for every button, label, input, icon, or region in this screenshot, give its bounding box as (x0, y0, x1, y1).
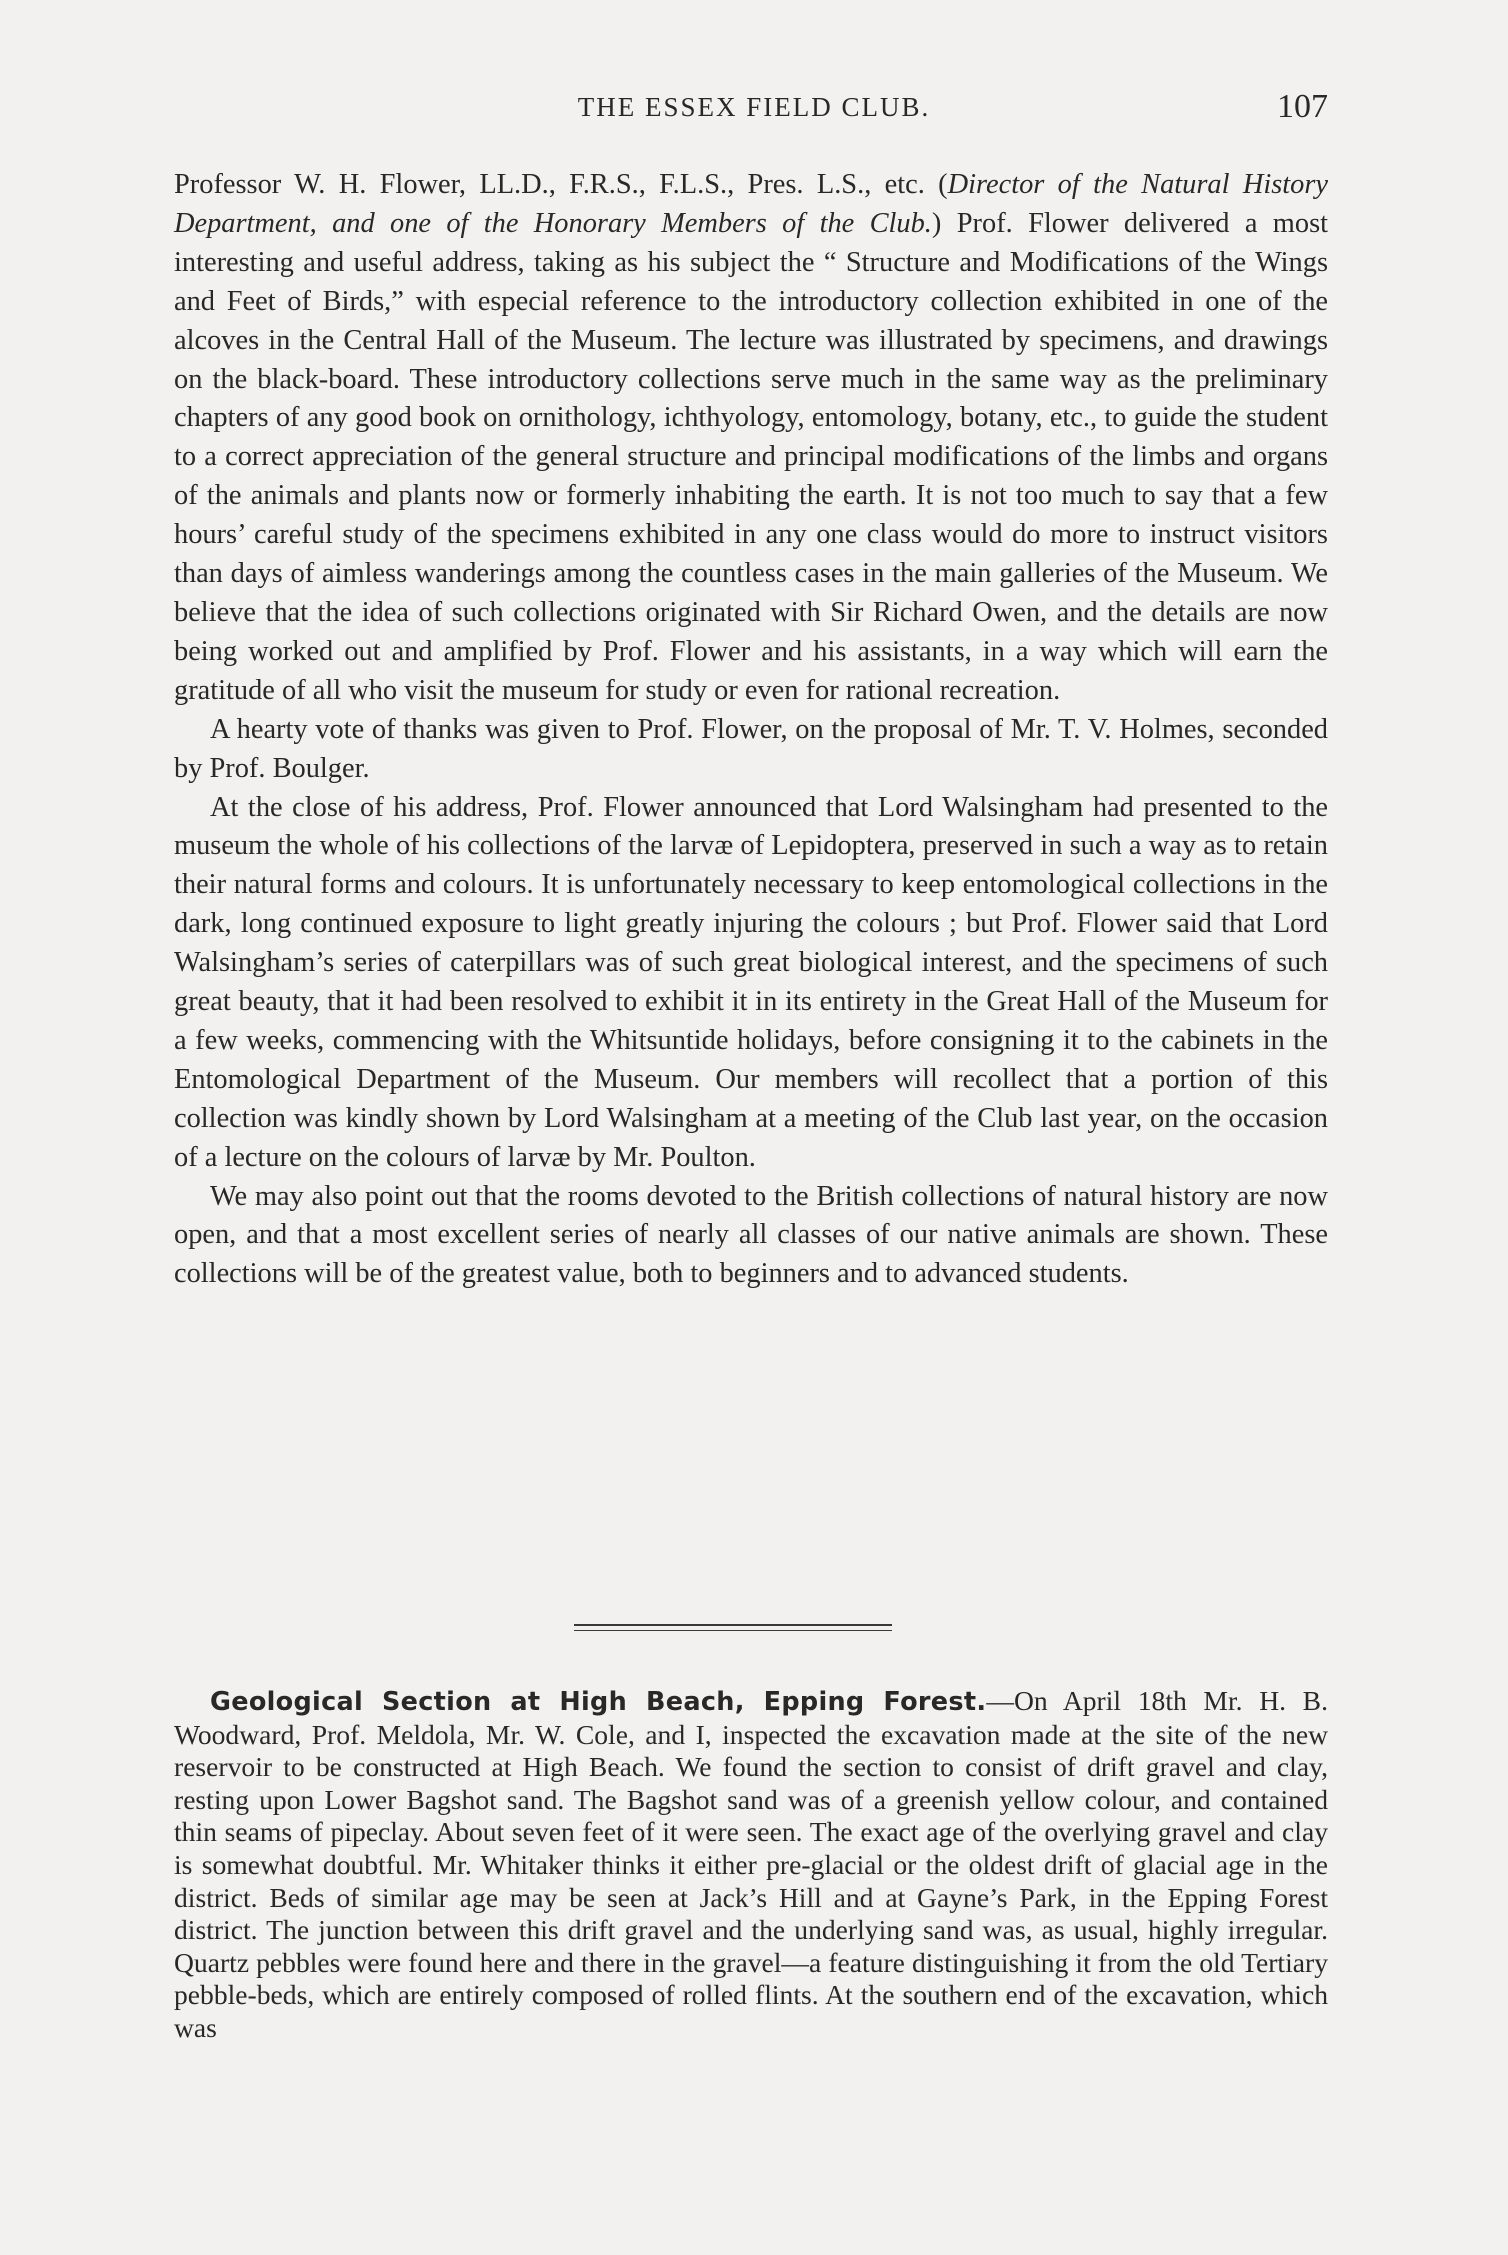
paragraph-text: Prof. Flower delivered a most interesting and useful address, taking as his subject (174, 207, 1329, 278)
divider-line (574, 1624, 892, 1626)
paragraph-text: recreation. (939, 674, 1061, 706)
text-line: animals and plants now or formerly inhabiting the earth. It is not too much to (250, 480, 1156, 512)
text-line: would do more to instruct visitors than days of aimless wanderings among the (174, 519, 1328, 590)
text-line: same way as the preliminary chapters of any good book on ornithology, ichthyology, (174, 363, 1328, 434)
running-head (0, 88, 1508, 128)
text-line: worked out and amplified by Prof. Flower and his assistants, in a way which will (248, 635, 1223, 667)
note-paragraph (174, 1685, 1328, 2045)
text-line: drawings on the black-board. These introductory collections serve much in the (174, 324, 1328, 395)
text-line: entomology, botany, etc., to guide the student to a correct appreciation of the (174, 402, 1328, 473)
paragraph-text: ) (931, 207, 942, 239)
page-number: 107 (1277, 88, 1328, 125)
text-line: Central Hall of the Museum. The lecture was illustrated by specimens, and (343, 324, 1215, 356)
text-line: countless cases in the main galleries of the Museum. We believe that the idea of (174, 558, 1328, 628)
text-line: earn the gratitude of all who visit the museum for study or even for rational (174, 635, 1328, 706)
paragraph-british-collections: We may also point out that the rooms devoted to the British collections of natural history are now open, and that a most excellent series of nearly all classes of our native animals are shown. These collections will be of the greatest value, both to beginners and to advanced students. (174, 1180, 1328, 1290)
paragraph-flower-address (174, 166, 1328, 711)
text-line: the “ Structure and Modifications of the Wings and Feet of Birds,” with especial (174, 246, 1328, 317)
paragraph-text: Professor W. H. Flower, LL.D., F.R.S., F.L.S., Pres. L.S., etc. ( (174, 169, 948, 200)
paragraph-vote-of-thanks: A hearty vote of thanks was given to Prof. Flower, on the proposal of Mr. T. V. Holmes, seconded by Prof. Boulger. (174, 713, 1328, 784)
running-title: THE ESSEX FIELD CLUB. (577, 92, 931, 122)
text-line: reference to the introductory collection exhibited in one of the alcoves in the (174, 285, 1328, 356)
note-text: —On April 18th Mr. H. B. Woodward, Prof. Meldola, Mr. W. Cole, and I, inspected the excavation made at the site of the new reservoir to be constructed at High Beach. We found the section to consist of drift gravel and clay, resting upon Lower Bagshot sand. The Bagshot sand was of a greenish yellow colour, and contained thin seams of pipeclay. About seven feet of it were seen. The exact age of the overlying gravel and clay is somewhat doubtful. Mr. Whitaker thinks it either pre-glacial or the oldest drift of glacial age in the district. Beds of similar age may be seen at Jack’s Hill and at Gayne’s Park, in the Epping Forest district. The junction between this drift gravel and the underlying sand was, as usual, highly irregular. Quartz pebbles were found here and there in the gravel—a feature distinguishing it from the old Tertiary pebble-beds, which are entirely composed of rolled flints. At the southern end of the excavation, which was (174, 1685, 1328, 2043)
paragraph-walsingham-collection: At the close of his address, Prof. Flower announced that Lord Walsingham had presented to the museum the whole of his collections of the larvæ of Lepidoptera, preserved in such a way as to retain their natural forms and colours. It is unfortunately necessary to keep entomological collections in the dark, long continued exposure to light greatly injuring the colours ; but Prof. Flower said that Lord Walsingham’s series of caterpillars was of such great biological interest, and the specimens of such great beauty, that it had been resolved to exhibit it in its entirety in the Great Hall of the Museum for a few weeks, commencing with the Whitsuntide holidays, before consigning it to the cabinets in the Entomological Department of the Museum. Our members will recollect that a portion of this collection was kindly shown by Lord Walsingham at a meeting of the Club last year, on the occasion of a lecture on the colours of larvæ by Mr. Poulton. (174, 791, 1328, 1173)
section-divider (574, 1624, 892, 1633)
text-line: such collections originated with Sir Richard Owen, and the details are now being (174, 596, 1328, 667)
italic-affiliation: Director of the Natural History Department, and one of the Honorary Members of the Club. (174, 169, 1328, 239)
divider-line (574, 1630, 892, 1631)
geological-note (174, 1685, 1328, 2045)
article-body (174, 166, 1328, 1294)
note-heading: Geological Section at High Beach, Epping Forest. (210, 1687, 987, 1717)
text-line: general structure and principal modifications of the limbs and organs of the (174, 441, 1328, 512)
text-line: say that a few hours’ careful study of the specimens exhibited in any one class (174, 480, 1328, 551)
